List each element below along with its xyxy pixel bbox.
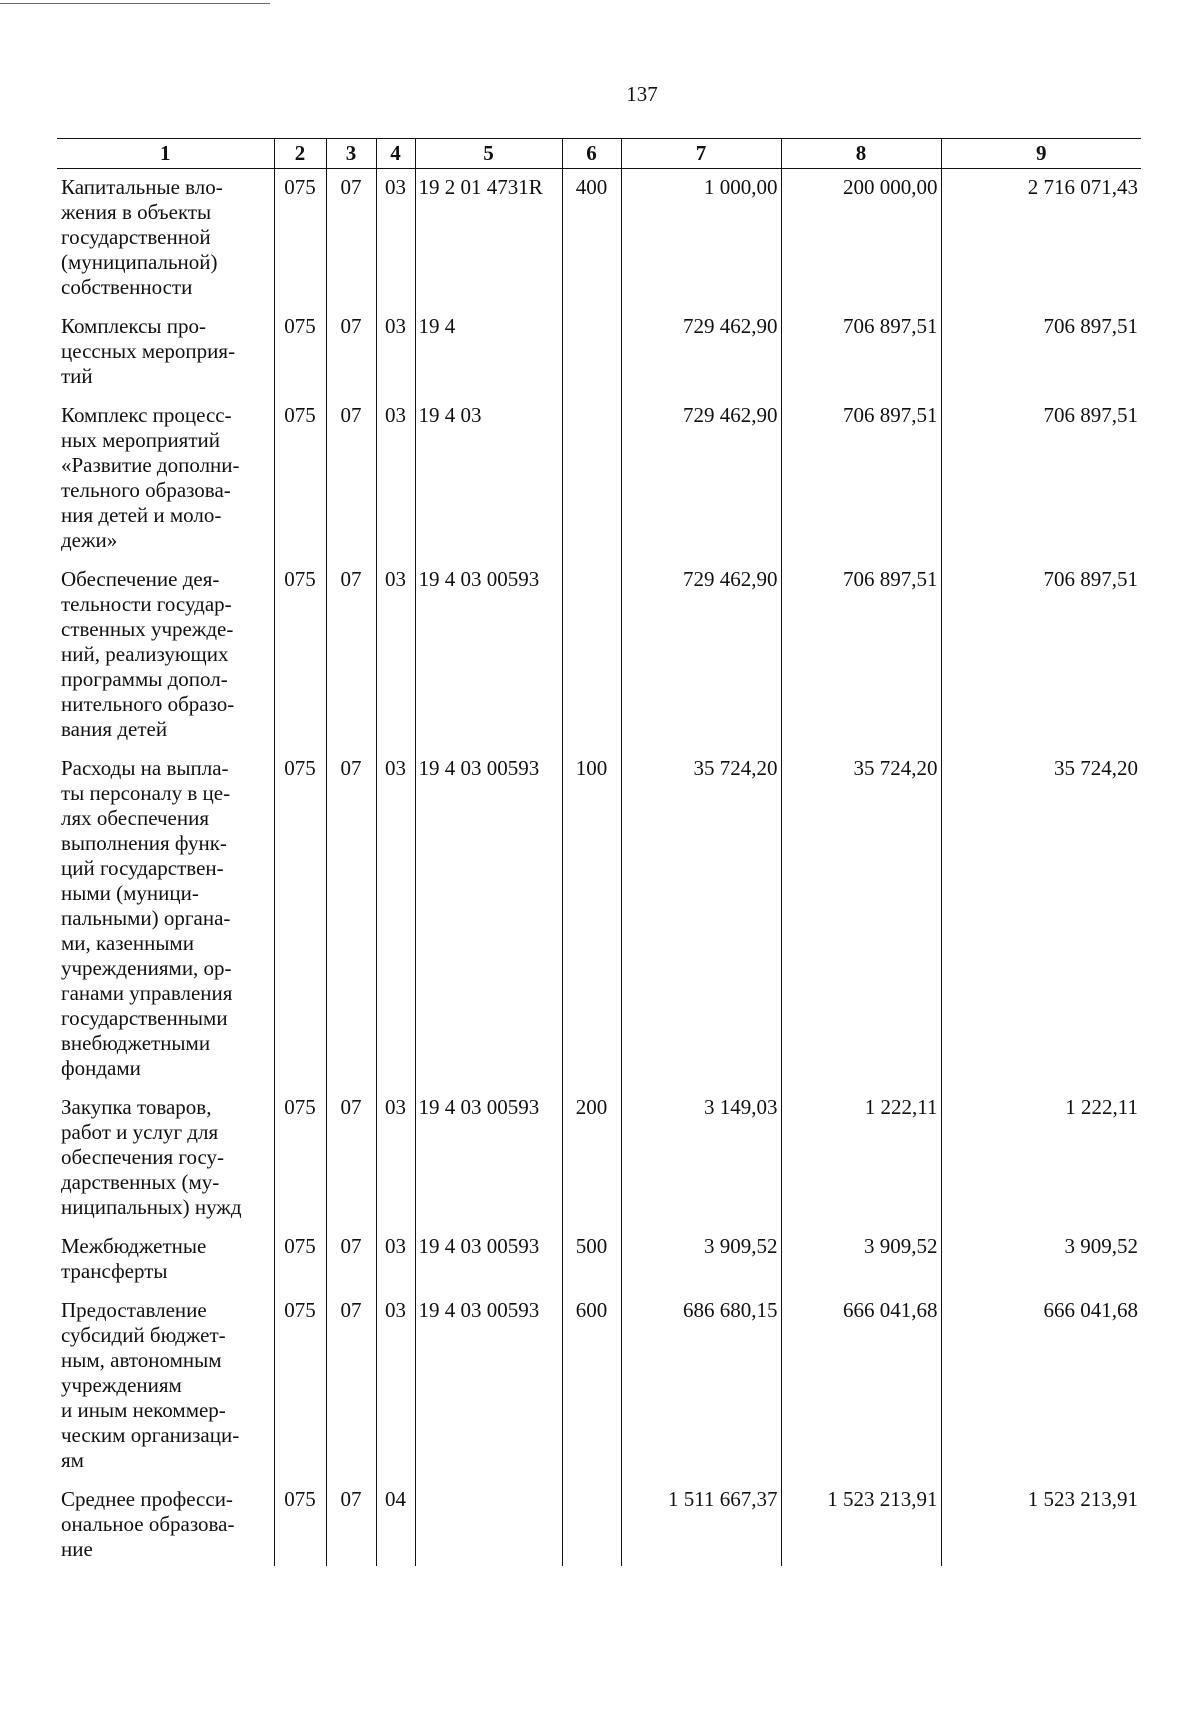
cell-ministry-code: 075 <box>274 397 326 561</box>
cell-subsection: 04 <box>376 1481 415 1566</box>
page-number: 137 <box>626 82 658 106</box>
cell-subsection: 03 <box>376 397 415 561</box>
row-name <box>57 1481 274 1566</box>
cell-expense-type <box>562 561 621 750</box>
cell-expense-type <box>562 1481 621 1566</box>
cell-amount-8: 666 041,68 <box>781 1292 941 1481</box>
row-name-text: Среднее професси- ональное образова- ние <box>61 1487 235 1561</box>
header-col-1: 1 <box>57 139 274 169</box>
header-col-3: 3 <box>326 139 376 169</box>
cell-target-code <box>415 1481 562 1566</box>
cell-subsection: 03 <box>376 561 415 750</box>
table-row <box>57 308 1141 397</box>
cell-ministry-code: 075 <box>274 561 326 750</box>
cell-target-code: 19 4 03 00593 <box>415 1228 562 1292</box>
cell-amount-7: 729 462,90 <box>621 308 781 397</box>
cell-section: 07 <box>326 1228 376 1292</box>
cell-section: 07 <box>326 169 376 309</box>
row-name <box>57 750 274 1089</box>
cell-amount-7: 729 462,90 <box>621 561 781 750</box>
cell-target-code: 19 4 03 00593 <box>415 750 562 1089</box>
cell-amount-8: 3 909,52 <box>781 1228 941 1292</box>
cell-amount-7: 1 000,00 <box>621 169 781 309</box>
cell-amount-8: 200 000,00 <box>781 169 941 309</box>
cell-amount-7: 3 909,52 <box>621 1228 781 1292</box>
row-name <box>57 169 274 309</box>
row-name-text: Комплекс процесс- ных мероприятий «Развитие дополни- тельного образова- ния детей и моло- дежи» <box>61 403 240 552</box>
header-row <box>57 139 1141 169</box>
cell-amount-7: 3 149,03 <box>621 1089 781 1228</box>
cell-amount-8: 706 897,51 <box>781 397 941 561</box>
table-row <box>57 561 1141 750</box>
row-name <box>57 308 274 397</box>
cell-ministry-code: 075 <box>274 169 326 309</box>
header-col-6: 6 <box>562 139 621 169</box>
table-row <box>57 750 1141 1089</box>
row-name-text: Предоставление субсидий бюджет- ным, автономным учреждениям и иным некоммер- ческим организаци- ям <box>61 1298 240 1472</box>
row-name-text: Закупка товаров, работ и услуг для обеспечения госу- дарственных (му- ниципальных) нужд <box>61 1095 242 1219</box>
cell-amount-7: 35 724,20 <box>621 750 781 1089</box>
cell-subsection: 03 <box>376 750 415 1089</box>
row-name-text: Межбюджетные трансферты <box>61 1234 207 1283</box>
cell-ministry-code: 075 <box>274 1089 326 1228</box>
cell-section: 07 <box>326 397 376 561</box>
cell-amount-9: 666 041,68 <box>941 1292 1141 1481</box>
header-col-4: 4 <box>376 139 415 169</box>
cell-section: 07 <box>326 1481 376 1566</box>
cell-amount-8: 1 523 213,91 <box>781 1481 941 1566</box>
cell-amount-9: 35 724,20 <box>941 750 1141 1089</box>
cell-amount-9: 1 523 213,91 <box>941 1481 1141 1566</box>
row-name-text: Расходы на выпла- ты персоналу в це- лях обеспечения выполнения функ- ций государствен- ными (муници- пальными) органа- ми, казенными учреждениями, ор- ганами управления государственными внебюджетными фондами <box>61 756 233 1080</box>
table-row <box>57 169 1141 309</box>
cell-section: 07 <box>326 561 376 750</box>
table-body <box>57 169 1141 1567</box>
header-col-9: 9 <box>941 139 1141 169</box>
cell-subsection: 03 <box>376 308 415 397</box>
cell-amount-8: 1 222,11 <box>781 1089 941 1228</box>
cell-expense-type <box>562 308 621 397</box>
cell-amount-9: 706 897,51 <box>941 397 1141 561</box>
cell-amount-9: 2 716 071,43 <box>941 169 1141 309</box>
cell-expense-type: 100 <box>562 750 621 1089</box>
table-row <box>57 397 1141 561</box>
cell-amount-9: 1 222,11 <box>941 1089 1141 1228</box>
cell-amount-7: 729 462,90 <box>621 397 781 561</box>
cell-target-code: 19 4 <box>415 308 562 397</box>
cell-expense-type: 600 <box>562 1292 621 1481</box>
row-name <box>57 397 274 561</box>
cell-expense-type: 200 <box>562 1089 621 1228</box>
cell-amount-9: 706 897,51 <box>941 308 1141 397</box>
cell-ministry-code: 075 <box>274 1228 326 1292</box>
table-header <box>57 139 1141 169</box>
cell-ministry-code: 075 <box>274 1481 326 1566</box>
cell-ministry-code: 075 <box>274 750 326 1089</box>
header-col-2: 2 <box>274 139 326 169</box>
cell-amount-7: 686 680,15 <box>621 1292 781 1481</box>
header-col-8: 8 <box>781 139 941 169</box>
cell-subsection: 03 <box>376 169 415 309</box>
cell-amount-9: 3 909,52 <box>941 1228 1141 1292</box>
cell-ministry-code: 075 <box>274 1292 326 1481</box>
cell-section: 07 <box>326 1292 376 1481</box>
cell-amount-9: 706 897,51 <box>941 561 1141 750</box>
row-name <box>57 1228 274 1292</box>
row-name-text: Комплексы про- цессных мероприя- тий <box>61 314 236 388</box>
cell-subsection: 03 <box>376 1089 415 1228</box>
cell-section: 07 <box>326 308 376 397</box>
table-row <box>57 1089 1141 1228</box>
cell-amount-8: 706 897,51 <box>781 308 941 397</box>
table-row <box>57 1481 1141 1566</box>
table-row <box>57 1228 1141 1292</box>
cell-target-code: 19 4 03 00593 <box>415 561 562 750</box>
budget-table <box>57 138 1141 1566</box>
cell-expense-type: 400 <box>562 169 621 309</box>
cell-target-code: 19 4 03 00593 <box>415 1089 562 1228</box>
scan-edge-rule <box>0 3 270 4</box>
cell-target-code: 19 2 01 4731R <box>415 169 562 309</box>
cell-expense-type <box>562 397 621 561</box>
row-name <box>57 1292 274 1481</box>
cell-amount-7: 1 511 667,37 <box>621 1481 781 1566</box>
header-col-5: 5 <box>415 139 562 169</box>
row-name <box>57 561 274 750</box>
cell-section: 07 <box>326 750 376 1089</box>
cell-subsection: 03 <box>376 1228 415 1292</box>
cell-amount-8: 706 897,51 <box>781 561 941 750</box>
cell-expense-type: 500 <box>562 1228 621 1292</box>
cell-target-code: 19 4 03 <box>415 397 562 561</box>
row-name-text: Капитальные вло- жения в объекты государственной (муниципальной) собственности <box>61 175 223 299</box>
cell-amount-8: 35 724,20 <box>781 750 941 1089</box>
row-name-text: Обеспечение дея- тельности государ- ственных учрежде- ний, реализующих программы допол- нительного образо- вания детей <box>61 567 235 741</box>
table-row <box>57 1292 1141 1481</box>
cell-subsection: 03 <box>376 1292 415 1481</box>
cell-ministry-code: 075 <box>274 308 326 397</box>
header-col-7: 7 <box>621 139 781 169</box>
cell-target-code: 19 4 03 00593 <box>415 1292 562 1481</box>
row-name <box>57 1089 274 1228</box>
cell-section: 07 <box>326 1089 376 1228</box>
